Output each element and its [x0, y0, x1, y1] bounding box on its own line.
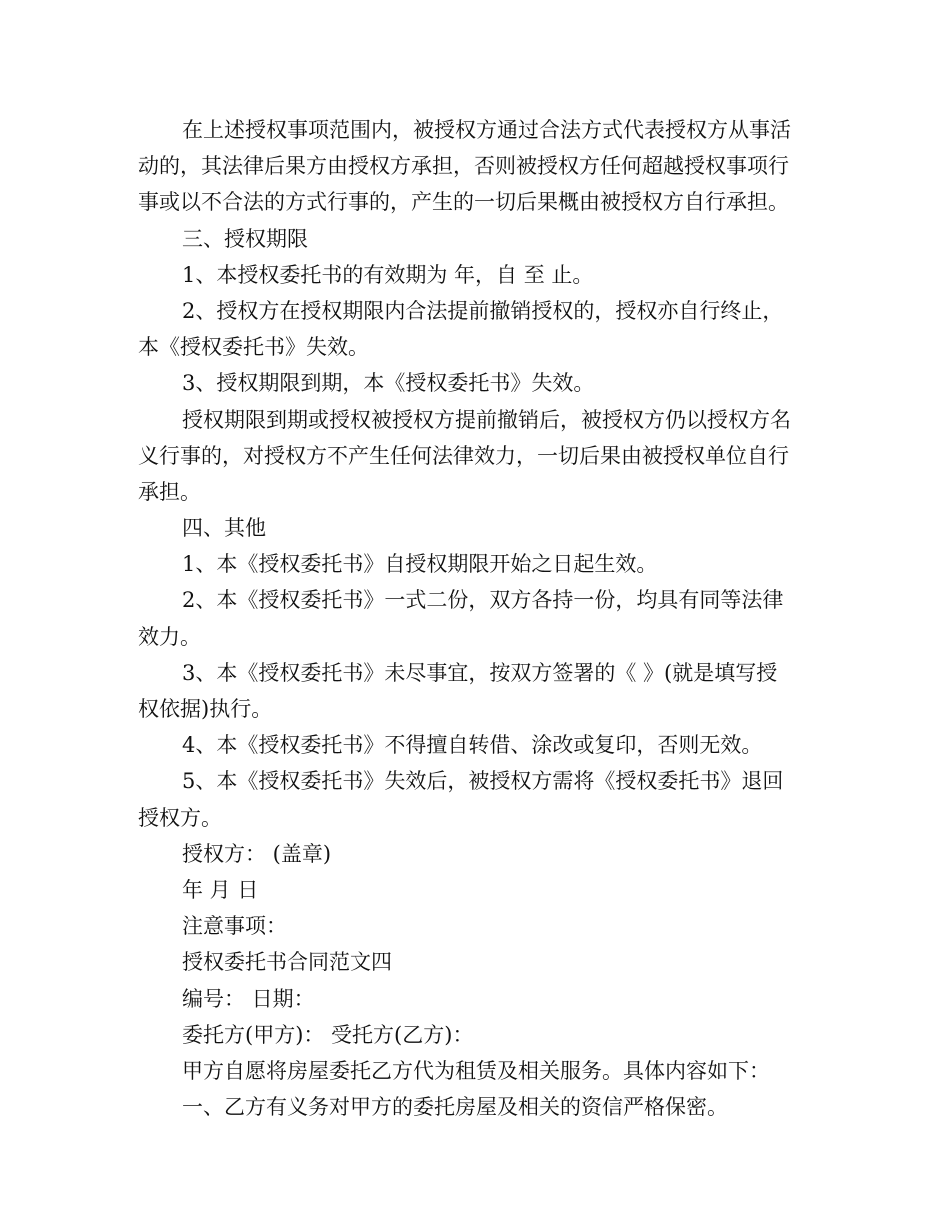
paragraph-line: 一、乙方有义务对甲方的委托房屋及相关的资信严格保密。: [182, 1095, 728, 1120]
section-heading: 三、授权期限: [182, 226, 308, 251]
paragraph-line: 4、本《授权委托书》不得擅自转借、涂改或复印，否则无效。: [182, 733, 763, 758]
paragraph-line: 编号： 日期：: [182, 986, 315, 1011]
paragraph-line: 注意事项：: [182, 914, 287, 939]
paragraph-line: 3、本《授权委托书》未尽事宜，按双方签署的《 》(就是填写授: [182, 660, 778, 685]
paragraph-line: 委托方(甲方)： 受托方(乙方)：: [182, 1022, 474, 1047]
paragraph-line: 承担。: [138, 479, 201, 504]
paragraph-line: 3、授权期限到期，本《授权委托书》失效。: [182, 371, 595, 396]
paragraph-line: 甲方自愿将房屋委托乙方代为租赁及相关服务。具体内容如下：: [182, 1058, 770, 1083]
paragraph-line: 1、本《授权委托书》自授权期限开始之日起生效。: [182, 552, 658, 577]
date-line: 年 月 日: [182, 877, 259, 902]
paragraph-line: 权依据)执行。: [138, 697, 273, 721]
paragraph-line: 事或以不合法的方式行事的，产生的一切后果概由被授权方自行承担。: [138, 190, 789, 215]
paragraph-line: 授权期限到期或授权被授权方提前撤销后，被授权方仍以授权方名: [182, 407, 791, 432]
paragraph-line: 义行事的，对授权方不产生任何法律效力，一切后果由被授权单位自行: [138, 443, 789, 468]
paragraph-line: 效力。: [138, 624, 201, 649]
paragraph-line: 本《授权委托书》失效。: [138, 335, 369, 360]
paragraph-line: 1、本授权委托书的有效期为 年，自 至 止。: [182, 262, 594, 287]
signature-line: 授权方： (盖章): [182, 841, 332, 866]
paragraph-line: 动的，其法律后果方由授权方承担，否则被授权方任何超越授权事项行: [138, 154, 789, 179]
paragraph-line: 5、本《授权委托书》失效后，被授权方需将《授权委托书》退回: [182, 769, 784, 794]
paragraph-line: 2、授权方在授权期限内合法提前撤销授权的，授权亦自行终止，: [182, 298, 784, 323]
section-heading: 四、其他: [182, 516, 266, 541]
paragraph-line: 2、本《授权委托书》一式二份，双方各持一份，均具有同等法律: [182, 588, 784, 613]
paragraph-line: 授权方。: [138, 805, 222, 830]
document-body: [138, 112, 818, 1125]
paragraph-line: 在上述授权事项范围内，被授权方通过合法方式代表授权方从事活: [182, 118, 791, 142]
document-subtitle: 授权委托书合同范文四: [182, 950, 392, 975]
